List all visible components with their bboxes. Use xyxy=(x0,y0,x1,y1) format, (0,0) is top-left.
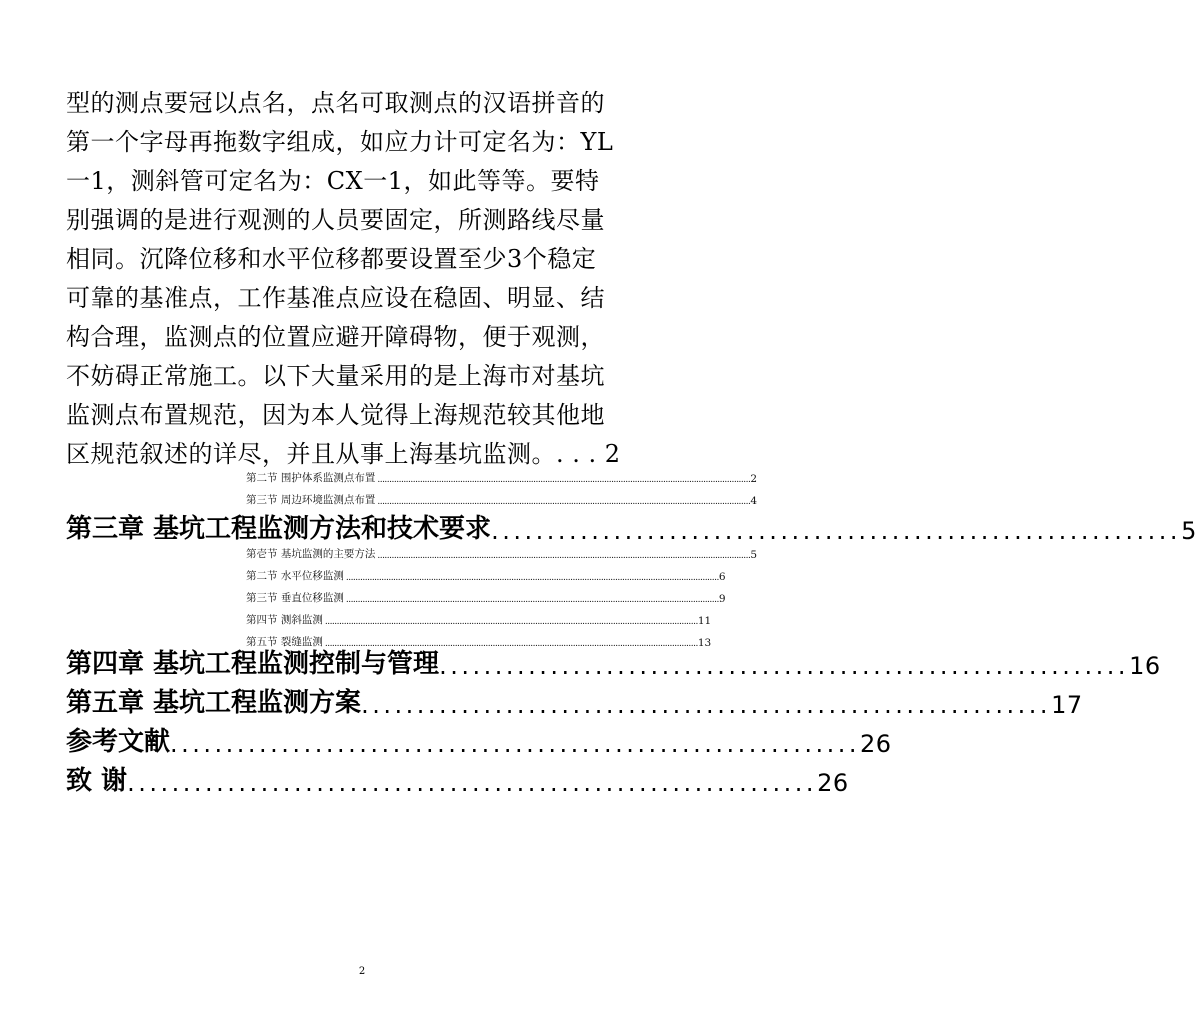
paragraph-line: 不妨碍正常施工。以下大量采用的是上海市对基坑 xyxy=(66,362,605,390)
toc-chapter-entry[interactable] xyxy=(66,719,892,758)
toc-chapter-label: 第五章 基坑工程监测方案 xyxy=(66,688,362,718)
paragraph-line: 第一个字母再拖数字组成，如应力计可定名为：YL xyxy=(66,128,614,156)
paragraph-line: 可靠的基准点，工作基准点应设在稳固、明显、结 xyxy=(66,284,605,312)
toc-section-label: 第二节 水平位移监测 xyxy=(246,570,344,582)
toc-section-label: 第四节 测斜监测 xyxy=(246,614,323,626)
toc-leader-dots: .............................................................................................................................................................. xyxy=(377,551,751,561)
toc-page-number: 17 xyxy=(1051,691,1083,719)
toc-section-entry[interactable] xyxy=(246,561,726,583)
toc-section-entry[interactable] xyxy=(246,463,758,485)
toc-page-number: 11 xyxy=(697,615,712,627)
toc-chapter-label: 第四章 基坑工程监测控制与管理 xyxy=(66,649,440,679)
paragraph-line: 监测点布置规范，因为本人觉得上海规范较其他地 xyxy=(66,401,605,429)
paragraph-line: 区规范叙述的详尽，并且从事上海基坑监测。. . . 2 xyxy=(66,440,621,468)
toc-section-label: 第壱节 基坑监测的主要方法 xyxy=(246,548,376,560)
paragraph-line: 型的测点要冠以点名，点名可取测点的汉语拼音的 xyxy=(66,89,605,117)
toc-section-label: 第三节 垂直位移监测 xyxy=(246,592,344,604)
toc-page-number: 5 xyxy=(750,549,758,561)
paragraph-line: 相同。沉降位移和水平位移都要设置至少3个稳定 xyxy=(66,245,597,273)
toc-page-number: 4 xyxy=(750,495,758,507)
toc-section-entry[interactable] xyxy=(246,583,726,605)
toc-sections-chapter3 xyxy=(66,539,758,649)
toc-leader-dots: .............................................................................................................................................................. xyxy=(345,573,719,583)
toc-page-number: 26 xyxy=(817,769,849,797)
paragraph-line: 一1，测斜管可定名为：CX一1，如此等等。要特 xyxy=(66,167,600,195)
toc-leader-dots: .............................................................. xyxy=(439,652,1130,680)
toc-leader-dots: .............................................................. xyxy=(170,730,861,758)
toc-leader-dots: .............................................................. xyxy=(491,517,1182,545)
toc-leader-dots: .............................................................................................................................................................. xyxy=(345,595,719,605)
toc-chapter-label: 第三章 基坑工程监测方法和技术要求 xyxy=(66,514,492,544)
page-footer-number: 2 xyxy=(358,966,366,977)
toc-page-number: 13 xyxy=(697,637,712,649)
toc-sections-chapter2 xyxy=(66,463,758,507)
toc-leader-dots: .............................................................................................................................................................. xyxy=(324,617,698,627)
toc-section-entry[interactable] xyxy=(246,605,712,627)
toc-page-number: 9 xyxy=(718,593,726,605)
toc-page-number: 16 xyxy=(1129,652,1161,680)
body-paragraph xyxy=(66,84,662,474)
toc-chapter-label: 致 谢 xyxy=(66,766,128,796)
toc-section-entry[interactable] xyxy=(246,539,758,561)
toc-leader-dots: .............................................................. xyxy=(127,769,818,797)
toc-section-label: 第二节 围护体系监测点布置 xyxy=(246,472,376,484)
toc-chapter-entry[interactable] xyxy=(66,680,1083,719)
toc-section-label: 第五节 裂缝监测 xyxy=(246,636,323,648)
toc-page-number: 6 xyxy=(718,571,726,583)
toc-page-number: 5 xyxy=(1181,517,1197,545)
toc-page-number: 2 xyxy=(750,473,758,485)
toc-chapter-label: 参考文献 xyxy=(66,727,171,757)
toc-leader-dots: .............................................................. xyxy=(361,691,1052,719)
toc-section-entry[interactable] xyxy=(246,485,758,507)
paragraph-line: 构合理，监测点的位置应避开障碍物，便于观测， xyxy=(66,323,605,351)
toc-leader-dots: .............................................................................................................................................................. xyxy=(377,497,751,507)
toc-chapter-entry[interactable] xyxy=(66,758,849,797)
paragraph-line: 别强调的是进行观测的人员要固定，所测路线尽量 xyxy=(66,206,605,234)
toc-leader-dots: .............................................................................................................................................................. xyxy=(324,639,698,649)
toc-leader-dots: .............................................................................................................................................................. xyxy=(377,475,751,485)
toc-page-number: 26 xyxy=(860,730,892,758)
toc-section-label: 第三节 周边环境监测点布置 xyxy=(246,494,376,506)
